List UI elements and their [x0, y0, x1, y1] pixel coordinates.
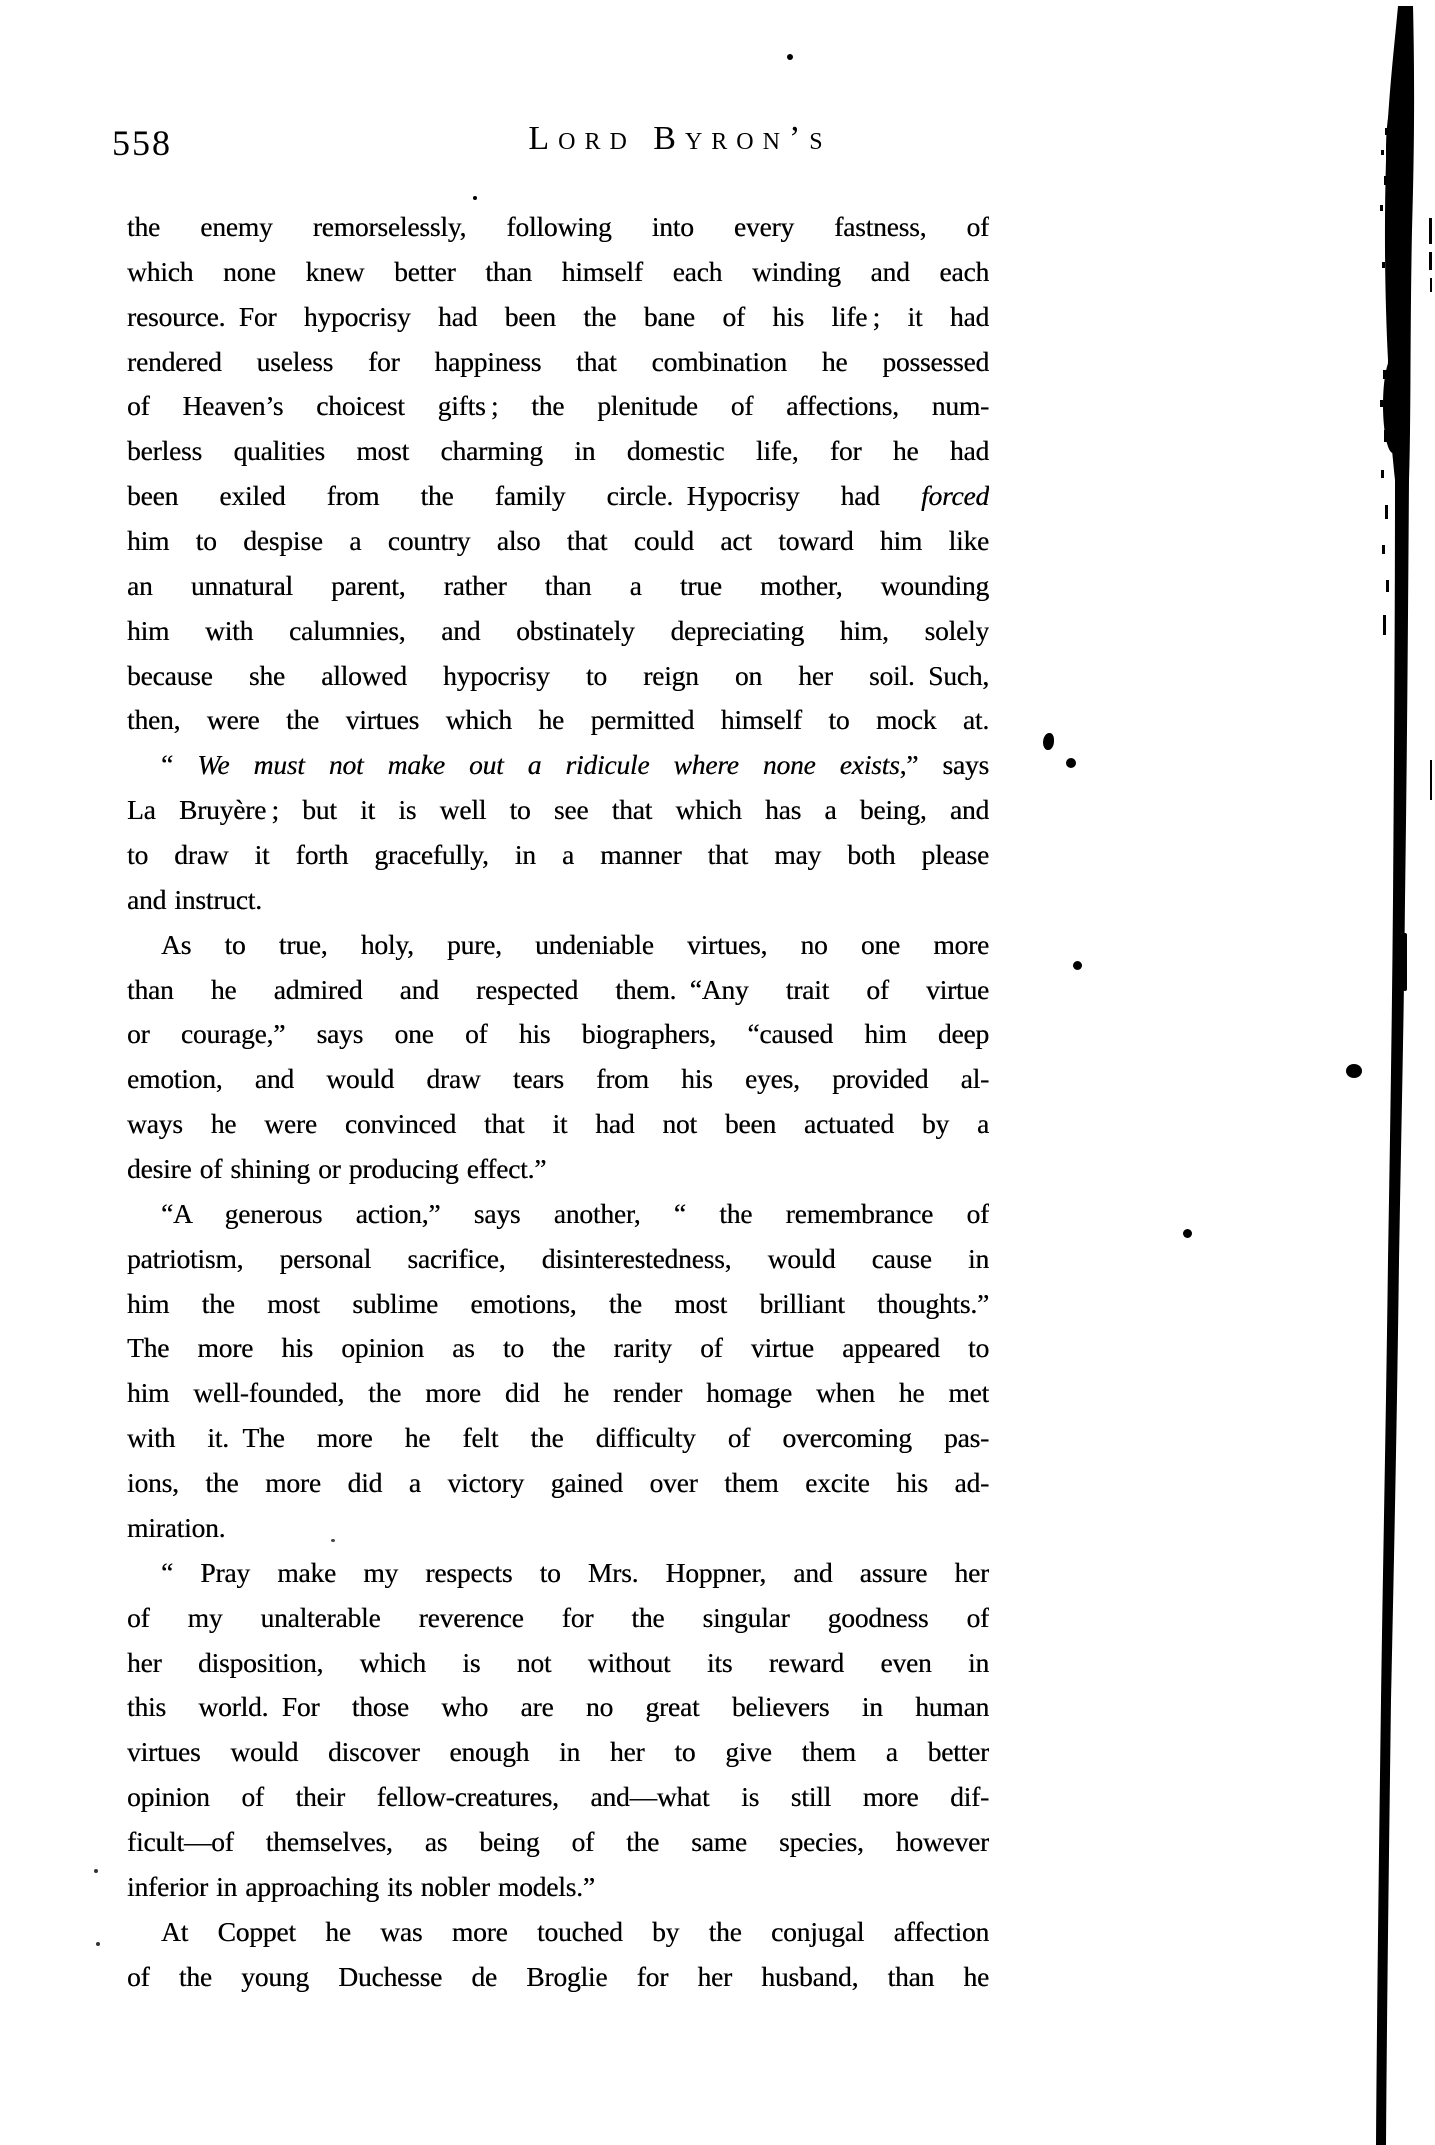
text-line: ways he were convinced that it had not been actuated by a: [127, 1108, 989, 1140]
text-line: ficult—of themselves, as being of the same species, however: [127, 1825, 989, 1857]
text-line: him to despise a country also that could act toward him like: [127, 525, 989, 557]
text-line: to draw it forth gracefully, in a manner that may both please: [127, 839, 989, 871]
text-line: because she allowed hypocrisy to reign on her soil. Such,: [127, 659, 989, 691]
text-line: this world. For those who are no great believers in human: [127, 1691, 989, 1723]
ink-speck: [787, 54, 793, 60]
ink-speck: [1073, 961, 1082, 970]
text-line: with it. The more he felt the difficulty of overcoming pas-: [127, 1422, 989, 1454]
text-line: of Heaven’s choicest gifts ; the plenitude of affections, num-: [127, 390, 989, 422]
running-head: Lord Byron’s: [528, 120, 832, 157]
text-line: miration.: [127, 1511, 226, 1543]
text-line: him the most sublime emotions, the most brilliant thoughts.”: [127, 1287, 989, 1319]
text-line: “A generous action,” says another, “ the remembrance of: [161, 1197, 989, 1229]
text-line: her disposition, which is not without its reward even in: [127, 1646, 989, 1678]
text-line: inferior in approaching its nobler models.”: [127, 1870, 595, 1902]
text-line: which none knew better than himself each winding and each: [127, 255, 989, 287]
text-line: him well-founded, the more did he render homage when he met: [127, 1377, 989, 1409]
text-line: of my unalterable reverence for the singular goodness of: [127, 1601, 989, 1633]
text-line: rendered useless for happiness that combination he possessed: [127, 345, 989, 377]
text-line: than he admired and respected them. “Any trait of virtue: [127, 973, 989, 1005]
text-line: patriotism, personal sacrifice, disinterestedness, would cause in: [127, 1242, 989, 1274]
text-line: The more his opinion as to the rarity of virtue appeared to: [127, 1332, 989, 1364]
text-line: emotion, and would draw tears from his eyes, provided al-: [127, 1063, 989, 1095]
ink-speck: [96, 1942, 100, 1946]
ink-speck: [1183, 1229, 1192, 1238]
text-line: virtues would discover enough in her to give them a better: [127, 1736, 989, 1768]
text-line: opinion of their fellow-creatures, and—what is still more dif-: [127, 1781, 989, 1813]
text-line: resource. For hypocrisy had been the bane of his life ; it had: [127, 300, 989, 332]
text-line: or courage,” says one of his biographers, “caused him deep: [127, 1018, 989, 1050]
ink-speck: [1066, 758, 1076, 768]
text-line: and instruct.: [127, 883, 262, 915]
text-line: of the young Duchesse de Broglie for her husband, than he: [127, 1960, 989, 1992]
text-line: an unnatural parent, rather than a true mother, wounding: [127, 569, 989, 601]
text-line: “ Pray make my respects to Mrs. Hoppner, and assure her: [161, 1556, 989, 1588]
text-line: La Bruyère ; but it is well to see that which has a being, and: [127, 794, 989, 826]
text-line: the enemy remorselessly, following into every fastness, of: [127, 211, 989, 242]
text-line: ions, the more did a victory gained over them excite his ad-: [127, 1467, 989, 1499]
ink-speck: [331, 1539, 335, 1542]
page-number: 558: [112, 123, 172, 163]
text-line: desire of shining or producing effect.”: [127, 1153, 547, 1185]
text-line: him with calumnies, and obstinately depreciating him, solely: [127, 614, 989, 646]
text-line: been exiled from the family circle. Hypocrisy had forced: [127, 480, 989, 512]
ink-speck: [1043, 733, 1054, 750]
text-line: At Coppet he was more touched by the conjugal affection: [161, 1915, 989, 1947]
text-block: [127, 205, 989, 1999]
ink-speck: [94, 1869, 98, 1873]
text-line: then, were the virtues which he permitted himself to mock at.: [127, 704, 989, 736]
text-line: berless qualities most charming in domestic life, for he had: [127, 435, 989, 467]
text-line: As to true, holy, pure, undeniable virtues, no one more: [161, 928, 989, 960]
ink-speck: [473, 196, 477, 200]
text-line: “ We must not make out a ridicule where none exists,” says: [161, 749, 989, 781]
